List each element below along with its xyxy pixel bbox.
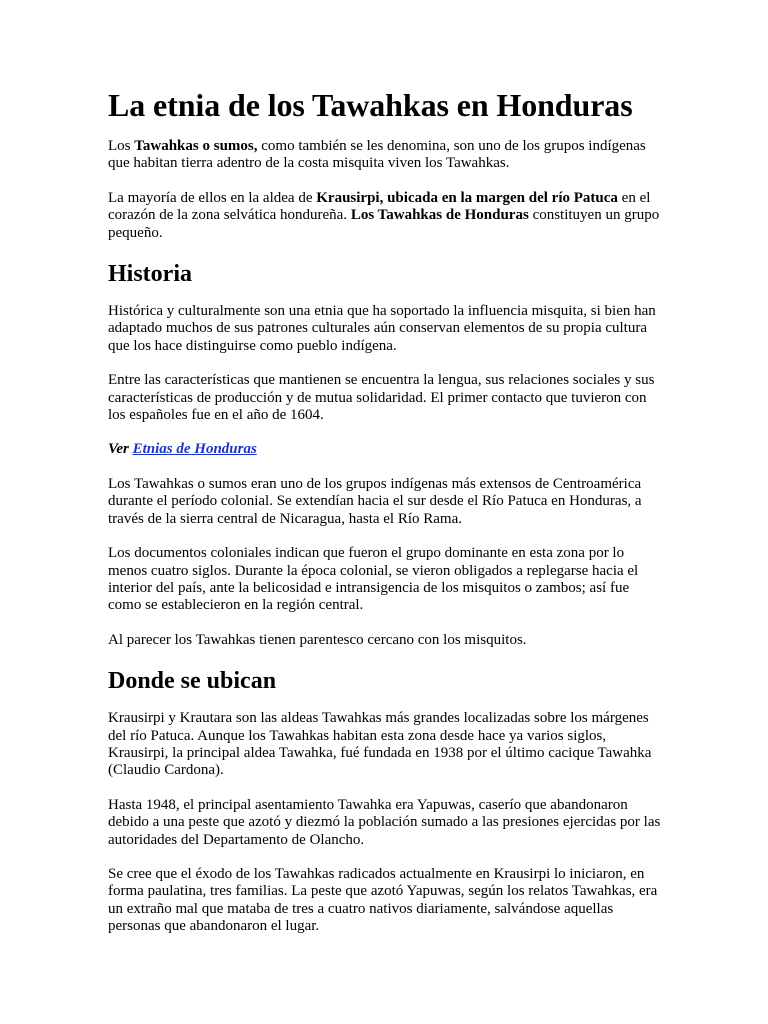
section-heading-ubicacion: Donde se ubican: [108, 668, 277, 695]
historia-paragraph-3: Los Tawahkas o sumos eran uno de los grupos indígenas más extensos de Centroamérica durante el período colonial. Se extendían hacia el sur desde el Río Patuca en Honduras, a través de la sierra central de Nicaragua, hasta el Río Rama.: [108, 475, 642, 527]
see-also-label: Ver: [108, 441, 133, 458]
historia-paragraph-2: Entre las características que mantienen se encuentra la lengua, sus relaciones sociales y sus características de producción y de mutua solidaridad. El primer contacto que tuvieron con los españoles fue en el año de 1604.: [108, 372, 655, 424]
intro-paragraph-2: [108, 190, 664, 242]
intro-p2-bold-2: Los Tawahkas de Honduras: [350, 207, 529, 224]
intro-paragraph-1: [108, 138, 664, 173]
historia-paragraph-1: Histórica y culturalmente son una etnia que ha soportado la influencia misquita, si bien han adaptado muchos de sus patrones culturales aún conservan elementos de su propia cultura que los hace distinguirse como pueblo indígena.: [108, 303, 656, 354]
document-page: [108, 86, 664, 953]
historia-paragraph-5: Al parecer los Tawahkas tienen parentesco cercano con los misquitos.: [108, 631, 527, 648]
section-heading-historia: Historia: [108, 261, 192, 288]
etnias-link[interactable]: Etnias de Honduras: [132, 441, 257, 458]
intro-p2-text-c: en el corazón de la zona selvática hondureña.: [108, 189, 651, 224]
ubicacion-paragraph-3: Se cree que el éxodo de los Tawahkas radicados actualmente en Krausirpi lo iniciaron, en forma paulatina, tres familias. La peste que azotó Yapuwas, según los relatos Tawahkas, era un extraño mal que mataba de tres a cuatro nativos diariamente, salvándose aquellas personas que abandonaron el lugar.: [108, 865, 658, 935]
see-also-line: [108, 441, 664, 458]
intro-p1-text-c: como también se les denomina, son uno de los grupos indígenas que habitan tierra adentro de la costa misquita viven los Tawahkas.: [108, 138, 646, 172]
intro-p2-bold-1: Krausirpi, ubicada en la margen del río Patuca: [316, 189, 618, 206]
page-title: La etnia de los Tawahkas en Honduras: [108, 87, 633, 123]
intro-p1-text-a: Los: [108, 138, 135, 154]
intro-p1-bold: Tawahkas o sumos,: [134, 138, 258, 154]
ubicacion-paragraph-1: Krausirpi y Krautara son las aldeas Tawahkas más grandes localizadas sobre los márgenes del río Patuca. Aunque los Tawahkas habitan esta zona desde hace ya varios siglos, Krausirpi, la principal aldea Tawahka, fué fundada en 1938 por el último cacique Tawahka (Claudio Cardona).: [108, 710, 652, 779]
historia-paragraph-4: Los documentos coloniales indican que fueron el grupo dominante en esta zona por lo menos cuatro siglos. Durante la época colonial, se vieron obligados a replegarse hacia el interior del país, ante la belicosidad e intransigencia de los misquitos o zambos; así fue como se establecieron en la región central.: [108, 545, 639, 614]
intro-p2-text-a: La mayoría de ellos en la aldea de: [108, 189, 317, 206]
ubicacion-paragraph-2: Hasta 1948, el principal asentamiento Tawahka era Yapuwas, caserío que abandonaron debido a una peste que azotó y diezmó la población sumado a las presiones ejercidas por las autoridades del Departamento de Olancho.: [108, 796, 661, 848]
intro-p2-text-e: constituyen un grupo pequeño.: [108, 207, 660, 241]
